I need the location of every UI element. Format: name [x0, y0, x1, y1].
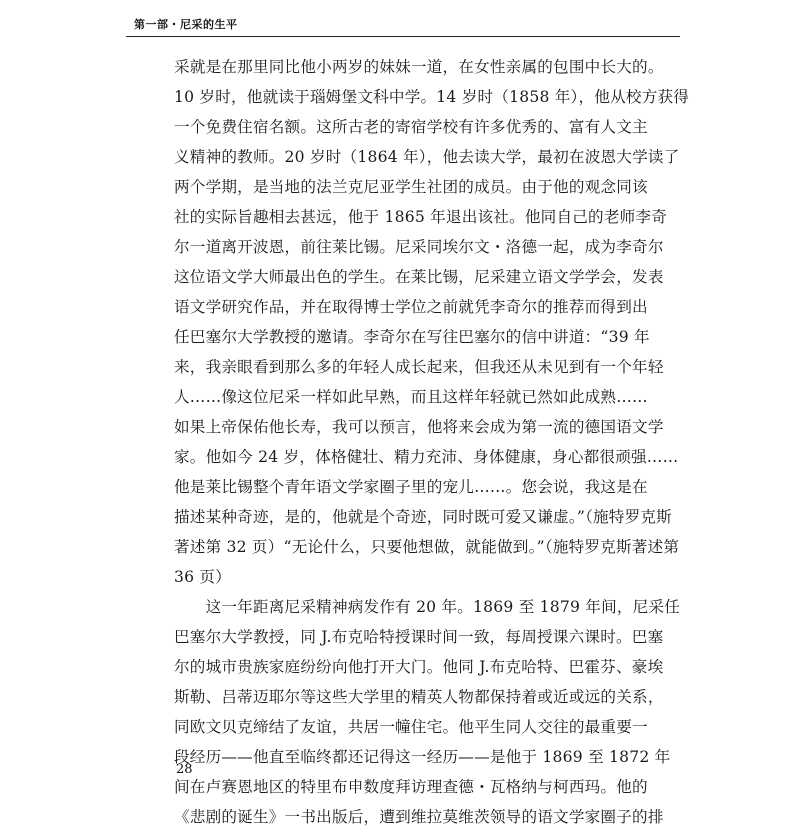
text-line: 描述某种奇迹，是的，他就是个奇迹，同时既可爱又谦虚。”（施特罗克斯	[174, 508, 672, 526]
text-line: 义精神的教师。20 岁时（1864 年），他去读大学，最初在波恩大学读了	[174, 148, 680, 166]
text-line: 段经历——他直至临终都还记得这一经历——是他于 1869 至 1872 年	[174, 748, 671, 766]
text-line: 采就是在那里同比他小两岁的妹妹一道，在女性亲属的包围中长大的。	[174, 58, 664, 76]
text-line: 语文学研究作品，并在取得博士学位之前就凭李奇尔的推荐而得到出	[174, 298, 648, 316]
running-head	[126, 0, 680, 37]
text-line: 如果上帝保佑他长寿，我可以预言，他将来会成为第一流的德国语文学	[174, 418, 664, 436]
text-line: 家。他如今 24 岁，体格健壮、精力充沛、身体健康，身心都很顽强……	[174, 448, 679, 466]
text-line: 巴塞尔大学教授，同 J.布克哈特授课时间一致，每周授课六课时。巴塞	[174, 628, 664, 646]
text-line: 他是莱比锡整个青年语文学家圈子里的宠儿……。您会说，我这是在	[174, 478, 648, 496]
text-line: 著述第 32 页）“无论什么，只要他想做，就能做到。”（施特罗克斯著述第	[174, 538, 680, 556]
text-line: 尔的城市贵族家庭纷纷向他打开大门。他同 J.布克哈特、巴霍芬、豪埃	[174, 658, 664, 676]
text-line: 人……像这位尼采一样如此早熟，而且这样年轻就已然如此成熟……	[174, 388, 648, 406]
text-line: 《悲剧的诞生》一书出版后，遭到维拉莫维茨领导的语文学家圈子的排	[174, 808, 664, 826]
body-text	[174, 52, 690, 832]
text-line: 斯勒、吕蒂迈耶尔等这些大学里的精英人物都保持着或近或远的关系，	[174, 688, 664, 706]
text-line: 间在卢赛恩地区的特里布申数度拜访理查德・瓦格纳与柯西玛。他的	[174, 778, 648, 796]
text-line: 任巴塞尔大学教授的邀请。李奇尔在写往巴塞尔的信中讲道：“39 年	[174, 328, 650, 346]
text-line: 来，我亲眼看到那么多的年轻人成长起来，但我还从未见到有一个年轻	[174, 358, 664, 376]
text-line: 尔一道离开波恩，前往莱比锡。尼采同埃尔文・洛德一起，成为李奇尔	[174, 238, 664, 256]
page-number: 28	[176, 762, 193, 777]
text-line: 社的实际旨趣相去甚远，他于 1865 年退出该社。他同自己的老师李奇	[174, 208, 668, 226]
text-line: 10 岁时，他就读于瑙姆堡文科中学。14 岁时（1858 年），他从校方获得	[174, 88, 690, 106]
text-line: 这一年距离尼采精神病发作有 20 年。1869 至 1879 年间，尼采任	[174, 598, 681, 616]
text-line: 一个免费住宿名额。这所古老的寄宿学校有许多优秀的、富有人文主	[174, 118, 648, 136]
text-line: 同欧文贝克缔结了友谊，共居一幢住宅。他平生同人交往的最重要一	[174, 718, 648, 736]
text-line: 这位语文学大师最出色的学生。在莱比锡，尼采建立语文学学会，发表	[174, 268, 664, 286]
text-line: 36 页）	[174, 568, 231, 586]
text-line: 两个学期，是当地的法兰克尼亚学生社团的成员。由于他的观念同该	[174, 178, 648, 196]
running-head-title: 第一部・尼采的生平	[134, 18, 238, 31]
